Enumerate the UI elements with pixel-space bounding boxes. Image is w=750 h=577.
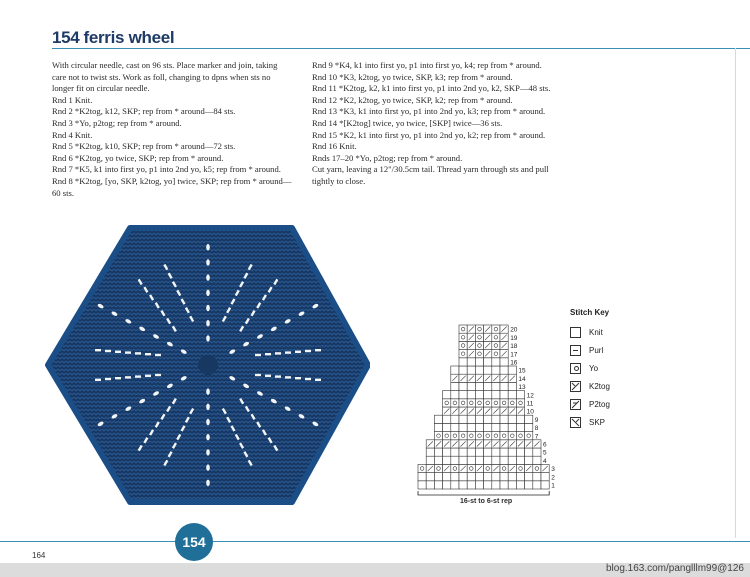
chart-cell <box>541 473 549 481</box>
chart-cell <box>484 391 492 399</box>
key-item-k2tog <box>570 377 610 395</box>
chart-cell <box>443 423 451 431</box>
key-label: K2tog <box>589 381 610 391</box>
chart-cell <box>525 423 533 431</box>
row-number: 5 <box>543 449 547 457</box>
chart-cell <box>484 399 492 407</box>
chart-cell <box>418 481 426 489</box>
chart-cell <box>492 341 500 349</box>
watermark: blog.163.com/panglllm99@126 <box>605 563 744 574</box>
instruction-line: Rnd 3 *Yo, p2tog; rep from * around. <box>52 117 182 128</box>
chart-cell <box>467 456 475 464</box>
lace-ladder <box>115 377 121 379</box>
instruction-line: Rnd 11 *K2tog, k2, k1 into first yo, p1 into 2nd yo, k2, SKP—48 sts. <box>312 83 551 94</box>
chart-cell <box>525 456 533 464</box>
page-number: 164 <box>32 551 46 560</box>
chart-cell <box>451 432 459 440</box>
knitted-hexagon-photo <box>40 225 370 505</box>
stitch-chart <box>410 305 560 515</box>
lace-ladder <box>315 379 321 381</box>
instruction-line: Rnd 6 *K2tog, yo twice, SKP; rep from * around. <box>52 152 224 163</box>
chart-cell <box>500 456 508 464</box>
chart-cell <box>533 456 541 464</box>
chart-cell <box>426 481 434 489</box>
chart-cell <box>443 473 451 481</box>
lace-ladder <box>135 352 141 354</box>
chart-cell <box>525 473 533 481</box>
chart-cell <box>492 382 500 390</box>
chart-cell <box>508 391 516 399</box>
chart-cell <box>475 423 483 431</box>
chart-cell <box>451 415 459 423</box>
row-number: 15 <box>518 367 526 375</box>
chart-cell <box>508 423 516 431</box>
chart-cell <box>516 415 524 423</box>
chart-cell <box>459 448 467 456</box>
chart-cell <box>533 481 541 489</box>
instruction-line: Rnd 1 Knit. <box>52 94 93 105</box>
instruction-line: Rnd 13 *K3, k1 into first yo, p1 into 2nd yo, k3; rep from * around. <box>312 106 546 117</box>
chart-cell <box>467 358 475 366</box>
chart-cell <box>475 382 483 390</box>
pattern-name: ferris wheel <box>83 28 175 47</box>
row-number: 20 <box>510 326 518 334</box>
lace-ladder <box>255 354 261 356</box>
chart-cell <box>475 415 483 423</box>
chart-cell <box>508 399 516 407</box>
row-number: 7 <box>534 433 539 441</box>
lace-ladder <box>275 352 281 354</box>
key-item-purl <box>570 341 610 359</box>
chart-cell <box>434 473 442 481</box>
chart-cell <box>516 473 524 481</box>
chart-cell <box>459 366 467 374</box>
chart-cell <box>525 481 533 489</box>
chart-cell <box>459 432 467 440</box>
chart-cell <box>484 473 492 481</box>
lace-ladder <box>295 377 301 379</box>
key-item-skp <box>570 413 610 431</box>
chart-cell <box>459 333 467 341</box>
lace-ladder <box>305 350 311 352</box>
chart-cell <box>443 399 451 407</box>
chart-cell <box>451 456 459 464</box>
row-number: 18 <box>510 343 518 351</box>
chart-cell <box>484 415 492 423</box>
chart-cell <box>484 448 492 456</box>
chart-cell <box>500 423 508 431</box>
chart-cell <box>516 432 524 440</box>
chart-cell <box>516 448 524 456</box>
chart-cell <box>459 399 467 407</box>
lace-ladder <box>285 351 291 353</box>
pattern-number: 154 <box>52 28 80 47</box>
lace-ladder <box>315 349 321 351</box>
chart-cell <box>475 473 483 481</box>
lace-eyelet <box>206 480 210 486</box>
chart-cell <box>492 448 500 456</box>
chart-cell <box>500 473 508 481</box>
chart-cell <box>467 473 475 481</box>
chart-cell <box>541 481 549 489</box>
chart-cell <box>500 464 508 472</box>
lace-ladder <box>155 354 161 356</box>
key-item-p2tog <box>570 395 610 413</box>
lace-eyelet <box>206 290 210 296</box>
chart-cell <box>508 473 516 481</box>
stitch-key-title: Stitch Key <box>570 308 610 317</box>
instruction-line: Rnd 15 *K2, k1 into first yo, p1 into 2nd yo, k2; rep from * around. <box>312 129 546 140</box>
chart-cell <box>426 456 434 464</box>
page-badge: 154 <box>175 523 213 561</box>
chart-cell <box>467 464 475 472</box>
lace-eyelet <box>206 244 210 250</box>
chart-cell <box>434 432 442 440</box>
chart-cell <box>475 333 483 341</box>
lace-eyelet <box>206 434 210 440</box>
lace-eyelet <box>206 320 210 326</box>
chart-cell <box>525 432 533 440</box>
lace-ladder <box>115 351 121 353</box>
row-number: 10 <box>526 408 534 416</box>
lace-ladder <box>145 375 151 377</box>
instruction-line: Rnd 2 *K2tog, k12, SKP; rep from * around—84 sts. <box>52 106 236 117</box>
chart-cell <box>467 366 475 374</box>
lace-ladder <box>135 375 141 377</box>
key-item-yo <box>570 359 610 377</box>
instruction-line: Rnd 5 *K2tog, k10, SKP; rep from * around—72 sts. <box>52 141 236 152</box>
chart-cell <box>459 423 467 431</box>
lace-ladder <box>305 378 311 380</box>
chart-cell <box>443 391 451 399</box>
chart-cell <box>459 473 467 481</box>
lace-eyelet <box>206 274 210 280</box>
chart-cell <box>500 366 508 374</box>
instruction-line: Rnds 17–20 *Yo, p2tog; rep from * around. <box>312 152 463 163</box>
chart-cell <box>443 481 451 489</box>
lace-ladder <box>255 374 261 376</box>
instructions-column-2 <box>312 60 567 188</box>
lace-eyelet <box>206 335 210 341</box>
instruction-line: Rnd 7 *K5, k1 into first yo, p1 into 2nd yo, k5; rep from * around. <box>52 164 281 175</box>
chart-cell <box>443 456 451 464</box>
chart-cell <box>516 456 524 464</box>
instruction-line: Cut yarn, leaving a 12"/30.5cm tail. Thread yarn through sts and pull tightly to close. <box>312 164 549 186</box>
chart-cell <box>467 423 475 431</box>
chart-cell <box>484 456 492 464</box>
chart-cell <box>492 325 500 333</box>
chart-cell <box>467 382 475 390</box>
chart-grid <box>410 305 560 515</box>
chart-cell <box>434 448 442 456</box>
lace-ladder <box>275 375 281 377</box>
chart-cell <box>451 464 459 472</box>
yo-symbol-icon <box>570 363 581 374</box>
chart-cell <box>484 464 492 472</box>
lace-ladder <box>295 351 301 353</box>
lace-ladder <box>95 379 101 381</box>
footer-rule <box>0 541 750 542</box>
chart-cell <box>533 464 541 472</box>
chart-cell <box>434 481 442 489</box>
chart-cell <box>500 358 508 366</box>
chart-cell <box>516 481 524 489</box>
lace-ladder <box>125 376 131 378</box>
knit-symbol-icon <box>570 327 581 338</box>
row-number: 12 <box>526 392 534 400</box>
row-number: 8 <box>534 425 539 433</box>
chart-cell <box>492 415 500 423</box>
lace-ladder <box>285 376 291 378</box>
chart-cell <box>525 415 533 423</box>
chart-cell <box>484 382 492 390</box>
chart-cell <box>475 350 483 358</box>
chart-cell <box>533 473 541 481</box>
chart-cell <box>508 415 516 423</box>
chart-cell <box>492 423 500 431</box>
chart-cell <box>525 448 533 456</box>
chart-cell <box>508 366 516 374</box>
chart-cell <box>484 366 492 374</box>
chart-cell <box>459 481 467 489</box>
chart-cell <box>459 350 467 358</box>
chart-cell <box>443 415 451 423</box>
lace-eyelet <box>206 464 210 470</box>
chart-cell <box>492 399 500 407</box>
chart-cell <box>459 456 467 464</box>
row-number: 6 <box>543 441 547 449</box>
lace-eyelet <box>206 449 210 455</box>
row-number: 17 <box>510 351 518 359</box>
instruction-line: Rnd 12 *K2, k2tog, yo twice, SKP, k2; rep from * around. <box>312 94 513 105</box>
chart-cell <box>500 415 508 423</box>
chart-cell <box>459 325 467 333</box>
chart-cell <box>451 391 459 399</box>
chart-cell <box>443 432 451 440</box>
lace-eyelet <box>206 259 210 265</box>
row-number: 14 <box>518 375 526 383</box>
chart-cell <box>492 333 500 341</box>
chart-cell <box>500 391 508 399</box>
chart-cell <box>475 399 483 407</box>
chart-cell <box>467 448 475 456</box>
instruction-line: Rnd 8 *K2tog, [yo, SKP, k2tog, yo] twice, SKP; rep from * around—60 sts. <box>52 175 292 198</box>
chart-cell <box>475 456 483 464</box>
chart-cell <box>459 341 467 349</box>
lace-ladder <box>95 349 101 351</box>
lace-ladder <box>155 374 161 376</box>
key-label: Knit <box>589 327 603 337</box>
chart-cell <box>467 432 475 440</box>
chart-cell <box>459 382 467 390</box>
chart-cell <box>516 399 524 407</box>
chart-cell <box>475 325 483 333</box>
chart-cell <box>451 399 459 407</box>
repeat-bracket <box>418 491 549 495</box>
chart-cell <box>475 391 483 399</box>
chart-cell <box>467 391 475 399</box>
chart-cell <box>459 415 467 423</box>
page-title <box>52 28 174 48</box>
instructions-column-1 <box>52 60 292 199</box>
chart-cell <box>516 464 524 472</box>
key-item-knit <box>570 323 610 341</box>
instruction-line: Rnd 10 *K3, k2tog, yo twice, SKP, k3; rep from * around. <box>312 71 513 82</box>
instruction-line: Rnd 16 Knit. <box>312 141 357 152</box>
chart-cell <box>492 432 500 440</box>
chart-cell <box>475 358 483 366</box>
row-number: 16 <box>510 359 518 367</box>
instruction-line: Rnd 14 *[K2tog] twice, yo twice, [SKP] twice—36 sts. <box>312 117 503 128</box>
chart-cell <box>475 481 483 489</box>
chart-cell <box>475 341 483 349</box>
lace-eyelet <box>206 305 210 311</box>
row-number: 19 <box>510 334 518 342</box>
row-number: 3 <box>551 466 555 474</box>
chart-cell <box>451 423 459 431</box>
row-number: 4 <box>543 457 547 465</box>
chart-cell <box>508 448 516 456</box>
chart-cell <box>426 473 434 481</box>
row-number: 11 <box>526 400 534 408</box>
row-number: 2 <box>551 474 555 482</box>
chart-cell <box>418 464 426 472</box>
chart-cell <box>484 481 492 489</box>
chart-cell <box>434 464 442 472</box>
chart-cell <box>467 415 475 423</box>
stitch-key <box>570 308 610 431</box>
lace-ladder <box>265 375 271 377</box>
key-label: SKP <box>589 417 606 427</box>
chart-cell <box>475 366 483 374</box>
chart-cell <box>492 350 500 358</box>
chart-cell <box>500 448 508 456</box>
chart-cell <box>434 456 442 464</box>
key-label: P2tog <box>589 399 610 409</box>
chart-cell <box>451 366 459 374</box>
chart-cell <box>459 358 467 366</box>
chart-cell <box>467 481 475 489</box>
chart-cell <box>475 432 483 440</box>
chart-cell <box>516 391 524 399</box>
chart-cell <box>500 481 508 489</box>
lace-ladder <box>145 353 151 355</box>
instruction-line: Rnd 9 *K4, k1 into first yo, p1 into first yo, k4; rep from * around. <box>312 60 542 70</box>
instruction-line: With circular needle, cast on 96 sts. Place marker and join, taking care not to twist sts. Work as foll, changing to dpns when sts no longer fit on circular needle. <box>52 60 278 94</box>
chart-cell <box>418 473 426 481</box>
chart-cell <box>426 448 434 456</box>
lace-eyelet <box>206 419 210 425</box>
chart-cell <box>467 399 475 407</box>
chart-cell <box>484 432 492 440</box>
page-edge <box>735 48 736 538</box>
row-number: 1 <box>551 482 555 490</box>
row-number: 9 <box>534 416 539 424</box>
chart-cell <box>492 481 500 489</box>
chart-cell <box>459 391 467 399</box>
chart-cell <box>434 423 442 431</box>
chart-cell <box>508 382 516 390</box>
chart-cell <box>516 423 524 431</box>
lace-ladder <box>105 350 111 352</box>
chart-cell <box>508 456 516 464</box>
purl-symbol-icon <box>570 345 581 356</box>
chart-cell <box>492 366 500 374</box>
chart-cell <box>500 432 508 440</box>
chart-cell <box>492 358 500 366</box>
p2tog-symbol-icon <box>570 399 581 410</box>
lace-ladder <box>105 378 111 380</box>
chart-cell <box>492 473 500 481</box>
chart-cell <box>434 415 442 423</box>
chart-cell <box>533 448 541 456</box>
chart-cell <box>492 391 500 399</box>
chart-cell <box>484 423 492 431</box>
chart-cell <box>451 382 459 390</box>
chart-cell <box>475 448 483 456</box>
chart-cell <box>508 481 516 489</box>
instruction-line: Rnd 4 Knit. <box>52 129 93 140</box>
repeat-label: 16-st to 6-st rep <box>460 498 513 505</box>
chart-cell <box>451 473 459 481</box>
chart-cell <box>500 382 508 390</box>
chart-cell <box>484 358 492 366</box>
key-label: Purl <box>589 345 604 355</box>
k2tog-symbol-icon <box>570 381 581 392</box>
lace-ladder <box>265 353 271 355</box>
chart-cell <box>492 456 500 464</box>
key-label: Yo <box>589 363 599 373</box>
row-number: 13 <box>518 384 526 392</box>
chart-cell <box>500 399 508 407</box>
chart-cell <box>508 432 516 440</box>
lace-eyelet <box>206 404 210 410</box>
lace-ladder <box>125 351 131 353</box>
chart-cell <box>443 448 451 456</box>
chart-cell <box>451 481 459 489</box>
lace-eyelet <box>206 388 210 394</box>
header-rule <box>52 48 750 49</box>
skp-symbol-icon <box>570 417 581 428</box>
chart-cell <box>451 448 459 456</box>
